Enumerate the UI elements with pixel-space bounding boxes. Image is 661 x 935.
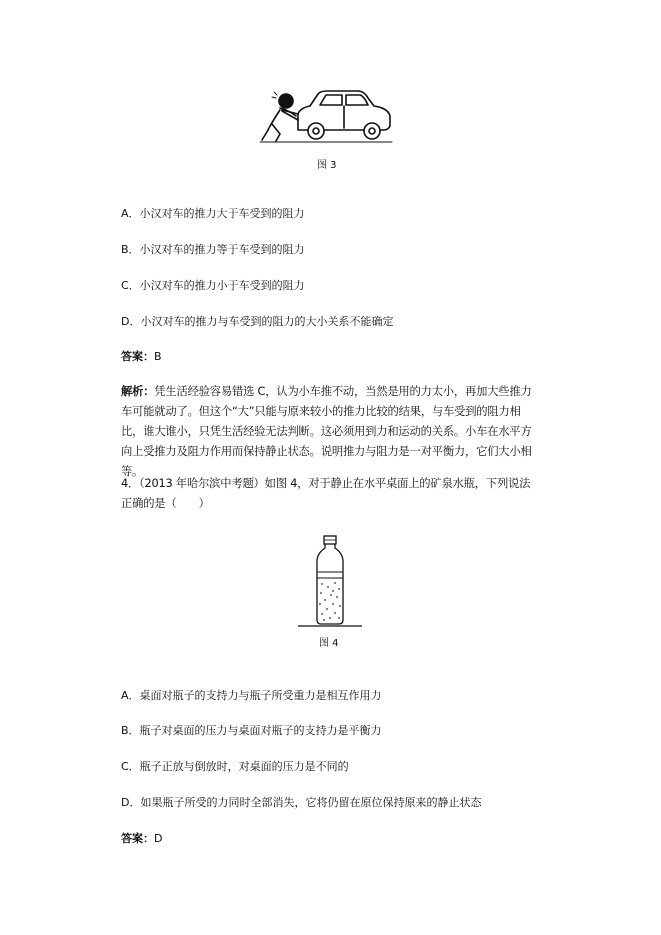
answer-value: B (154, 350, 162, 363)
analysis-paragraph (121, 382, 541, 482)
figure-3-caption: 图 3 (317, 160, 337, 171)
q4-answer-row (121, 832, 162, 846)
q4-option-a: A．桌面对瓶子的支持力与瓶子所受重力是相互作用力 (121, 689, 382, 702)
q4-option-d: D．如果瓶子所受的力同时全部消失，它将仍留在原位保持原来的静止状态 (121, 796, 482, 809)
option-d: D．小汉对车的推力与车受到的阻力的大小关系不能确定 (121, 315, 394, 328)
option-b: B．小汉对车的推力等于车受到的阻力 (121, 243, 305, 256)
analysis-label: 解析： (121, 385, 155, 398)
q4-option-c: C．瓶子正放与倒放时，对桌面的压力是不同的 (121, 760, 349, 773)
question-4-stem: 4．（2013 年哈尔滨中考题）如图 4，对于静止在水平桌面上的矿泉水瓶，下列说法正确的是（ ） (121, 477, 531, 510)
water-bottle-illustration (298, 534, 364, 630)
option-a: A．小汉对车的推力大于车受到的阻力 (121, 207, 305, 220)
answer-label: 答案： (121, 350, 154, 363)
q4-answer-value: D (154, 832, 163, 845)
option-c: C．小汉对车的推力小于车受到的阻力 (121, 279, 305, 292)
figure-4-caption: 图 4 (319, 638, 339, 649)
q4-answer-label: 答案： (121, 832, 154, 845)
car-push-illustration (258, 84, 394, 152)
answer-row (121, 350, 162, 364)
analysis-text: 凭生活经验容易错选 C，认为小车推不动，当然是用的力太小，再加大些推力车可能就动了。但这个“大”只能与原来较小的推力比较的结果，与车受到的阻力相比，谁大谁小，只凭生活经验无法判断。这必须用到力和运动的关系。小车在水平方向上受推力及阻力作用而保持静止状态。说明推力与阻力是一对平衡力，它们大小相等。 (121, 385, 532, 478)
q4-option-b: B．瓶子对桌面的压力与桌面对瓶子的支持力是平衡力 (121, 724, 382, 737)
